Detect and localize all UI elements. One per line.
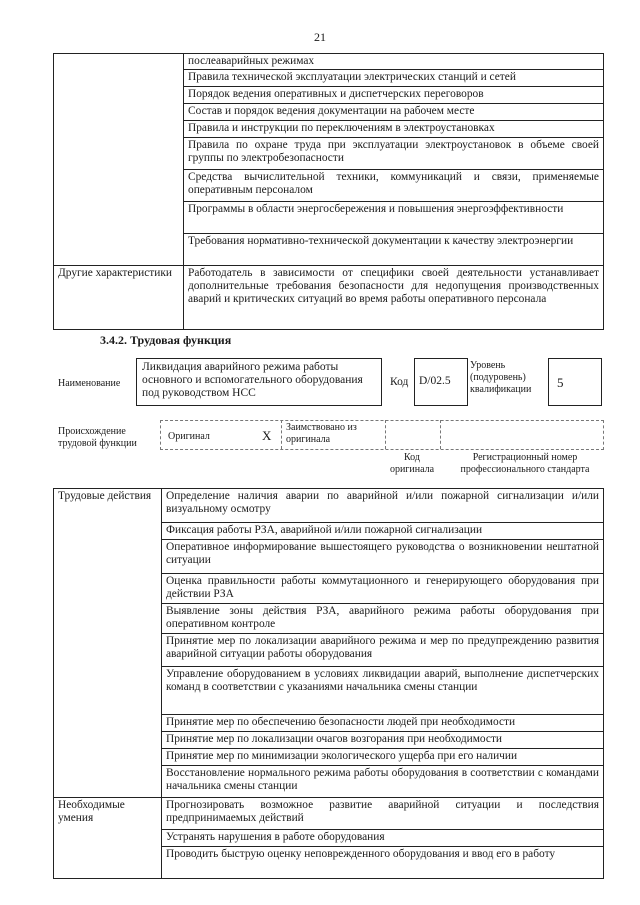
knowledge-item: послеаварийных режимах (184, 54, 604, 70)
section-heading: 3.4.2. Трудовая функция (100, 333, 232, 347)
action-item: Принятие мер по локализации очагов возгорания при необходимости (162, 732, 604, 749)
knowledge-table (53, 53, 604, 330)
action-item: Принятие мер по минимизации экологического ущерба при его наличии (162, 749, 604, 766)
knowledge-label-cell (54, 54, 184, 266)
name-label: Наименование (58, 378, 121, 389)
original-code-caption: Код оригинала (389, 452, 435, 475)
action-item: Восстановление нормального режима работы оборудования в соответствии с командами начальника смены станции (162, 766, 604, 798)
level-label: Уровень (подуровень) квалификации (470, 360, 532, 395)
origin-label: Происхождение трудовой функции (58, 426, 137, 449)
knowledge-item: Правила по охране труда при эксплуатации электроустановок в объеме своей группы по электробезопасности (184, 138, 604, 170)
function-name-box (136, 358, 382, 406)
borrowed-option: Заимствовано из оригинала (286, 422, 357, 445)
actions-label: Трудовые действия (54, 489, 162, 798)
origin-divider (440, 420, 441, 449)
other-characteristics-text: Работодатель в зависимости от специфики своей деятельности устанавливает дополнительные требования безопасности для недопущения производственных аварий и критических ситуаций во время работы оперативного персонала (184, 266, 604, 330)
page-number: 21 (314, 30, 326, 44)
level-value: 5 (557, 375, 564, 390)
origin-divider (385, 420, 386, 449)
skill-item: Прогнозировать возможное развитие аварийной ситуации и последствия предпринимаемых действий (162, 798, 604, 830)
knowledge-item: Порядок ведения оперативных и диспетчерских переговоров (184, 87, 604, 104)
level-box (548, 358, 602, 406)
code-label: Код (390, 376, 409, 388)
action-item: Фиксация работы РЗА, аварийной и/или пожарной сигнализации (162, 523, 604, 540)
knowledge-item: Программы в области энергосбережения и повышения энергоэффективности (184, 202, 604, 234)
original-mark: X (262, 428, 272, 443)
code-box (414, 358, 468, 406)
action-item: Оперативное информирование вышестоящего руководства о возникновении нештатной ситуации (162, 540, 604, 574)
function-name-value: Ликвидация аварийного режима работы основного и вспомогательного оборудования под руководством НСС (142, 361, 363, 399)
action-item: Оценка правильности работы коммутационного и генерирующего оборудования при действии РЗА (162, 574, 604, 604)
original-option: Оригинал (168, 431, 210, 442)
knowledge-item: Правила и инструкции по переключениям в электроустановках (184, 121, 604, 138)
origin-box (160, 420, 604, 450)
knowledge-item: Требования нормативно-технической документации к качеству электроэнергии (184, 234, 604, 266)
skill-item: Проводить быструю оценку неповрежденного оборудования и ввод его в работу (162, 847, 604, 879)
other-characteristics-label: Другие характеристики (54, 266, 184, 330)
origin-divider (281, 420, 282, 449)
skill-item: Устранять нарушения в работе оборудования (162, 830, 604, 847)
action-item: Принятие мер по локализации аварийного режима и мер по предупреждению развития аварийной ситуации работы оборудования (162, 634, 604, 667)
action-item: Принятие мер по обеспечению безопасности людей при необходимости (162, 715, 604, 732)
work-actions-table (53, 488, 604, 879)
skills-label: Необходимые умения (54, 798, 162, 879)
registration-number-caption: Регистрационный номер профессионального стандарта (460, 452, 590, 475)
code-value: D/02.5 (419, 375, 451, 387)
knowledge-item: Правила технической эксплуатации электрических станций и сетей (184, 70, 604, 87)
knowledge-item: Средства вычислительной техники, коммуникаций и связи, применяемые оперативным персоналом (184, 170, 604, 202)
action-item: Определение наличия аварии по аварийной и/или пожарной сигнализации и/или визуальному осмотру (162, 489, 604, 523)
knowledge-item: Состав и порядок ведения документации на рабочем месте (184, 104, 604, 121)
action-item: Управление оборудованием в условиях ликвидации аварий, выполнение диспетчерских команд в соответствии с указаниями начальника смены станции (162, 667, 604, 715)
action-item: Выявление зоны действия РЗА, аварийного режима работы оборудования при оперативном контроле (162, 604, 604, 634)
